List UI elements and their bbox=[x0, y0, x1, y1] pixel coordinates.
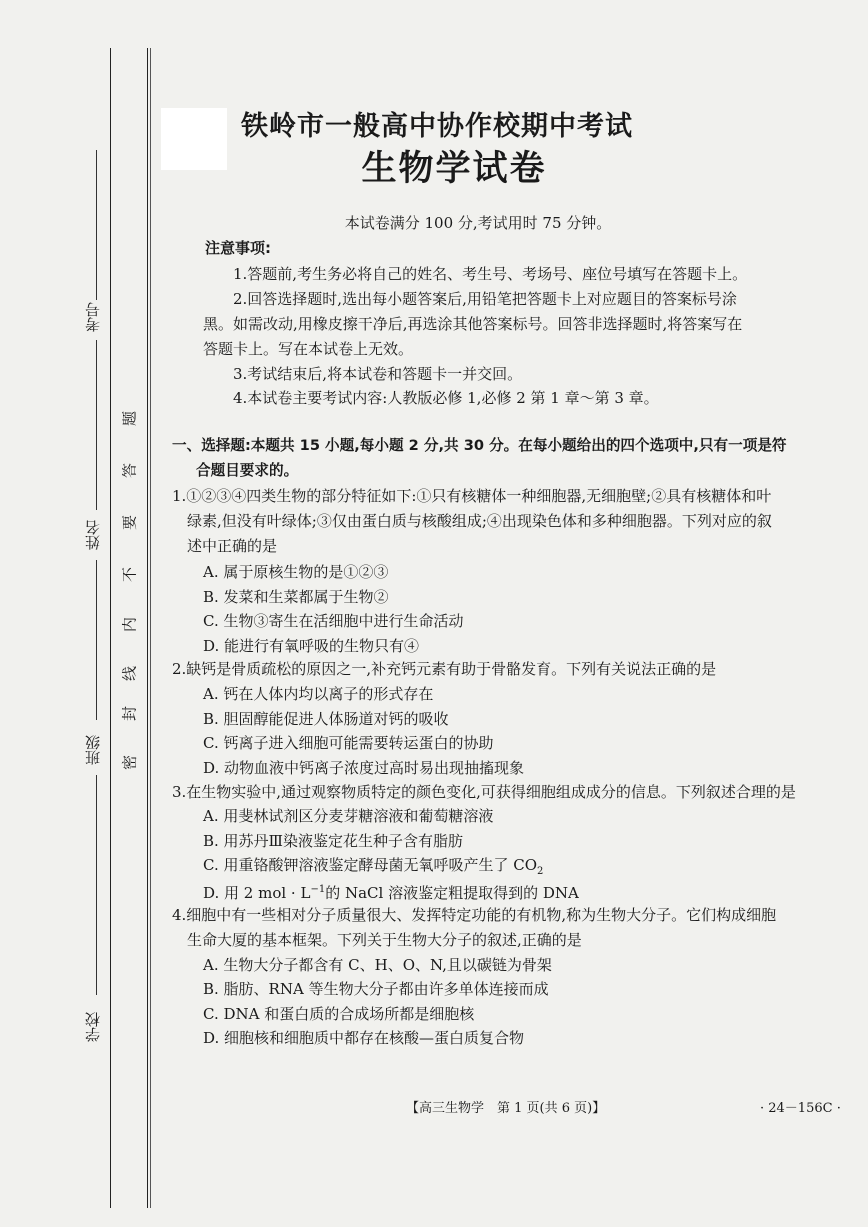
seal-char-4: 内 bbox=[120, 617, 139, 633]
notice-heading: 注意事项: bbox=[205, 239, 271, 257]
question-1-option-d[interactable]: D. 能进行有氧呼吸的生物只有④ bbox=[203, 637, 420, 655]
question-1-stem: 1.①②③④四类生物的部分特征如下:①只有核糖体一种细胞器,无细胞壁;②具有核糖体和叶 bbox=[172, 487, 772, 505]
question-3-option-c-formula: $CO_2$ bbox=[513, 856, 544, 877]
school-label: 学校 bbox=[84, 1012, 102, 1042]
notice-item-3: 3.考试结束后,将本试卷和答题卡一并交回。 bbox=[233, 365, 523, 383]
class-underline bbox=[96, 775, 97, 995]
section-heading-cont: 合题目要求的。 bbox=[196, 462, 299, 479]
name-label: 姓名 bbox=[84, 520, 102, 550]
seal-char-3: 线 bbox=[120, 666, 139, 682]
notice-item-1: 1.答题前,考生务必将自己的姓名、考生号、考场号、座位号填写在答题卡上。 bbox=[233, 265, 748, 283]
question-1-option-b[interactable]: B. 发菜和生菜都属于生物② bbox=[203, 588, 389, 606]
seal-char-1: 密 bbox=[120, 755, 139, 771]
section-heading: 一、选择题:本题共 15 小题,每小题 2 分,共 30 分。在每小题给出的四个选项中,只有一项是符 bbox=[172, 437, 787, 454]
seal-char-2: 封 bbox=[120, 706, 139, 722]
seal-char-5: 不 bbox=[120, 567, 139, 583]
question-4-option-d[interactable]: D. 细胞核和细胞质中都存在核酸—蛋白质复合物 bbox=[203, 1029, 525, 1047]
question-2-option-b[interactable]: B. 胆固醇能促进人体肠道对钙的吸收 bbox=[203, 710, 449, 728]
exam-number-underline-2 bbox=[96, 340, 97, 510]
question-3-option-a[interactable]: A. 用斐林试剂区分麦芽糖溶液和葡萄糖溶液 bbox=[203, 807, 494, 825]
seal-char-6: 要 bbox=[120, 515, 139, 531]
question-3-option-c[interactable] bbox=[203, 855, 543, 882]
question-2-option-c[interactable]: C. 钙离子进入细胞可能需要转运蛋白的协助 bbox=[203, 734, 494, 752]
question-1-option-a[interactable]: A. 属于原核生物的是①②③ bbox=[203, 563, 389, 581]
co2-subscript: 2 bbox=[537, 866, 544, 877]
question-4-option-b[interactable]: B. 脂肪、RNA 等生物大分子都由许多单体连接而成 bbox=[203, 980, 549, 998]
question-3-option-d-text1: D. 用 2 mol · L bbox=[203, 884, 311, 902]
question-3-option-c-text: C. 用重铬酸钾溶液鉴定酵母菌无氧呼吸产生了 bbox=[203, 856, 514, 874]
name-underline bbox=[96, 560, 97, 720]
question-2-option-d[interactable]: D. 动物血液中钙离子浓度过高时易出现抽搐现象 bbox=[203, 759, 525, 777]
question-4-option-c[interactable]: C. DNA 和蛋白质的合成场所都是细胞核 bbox=[203, 1005, 475, 1023]
exam-subject-title: 生物学试卷 bbox=[361, 149, 547, 189]
notice-item-2-cont2: 答题卡上。写在本试卷上无效。 bbox=[203, 340, 414, 358]
question-3-option-d-text2: 的 NaCl 溶液鉴定粗提取得到的 DNA bbox=[325, 884, 579, 902]
page-footer: 【高三生物学 第 1 页(共 6 页)】 bbox=[406, 1101, 606, 1116]
question-4-stem-cont: 生命大厦的基本框架。下列关于生物大分子的叙述,正确的是 bbox=[187, 931, 582, 949]
unit-superscript: −1 bbox=[310, 884, 326, 895]
seal-char-8: 题 bbox=[120, 411, 139, 427]
question-1-stem-cont: 绿素,但没有叶绿体;③仅由蛋白质与核酸组成;④出现染色体和多种细胞器。下列对应的叙 bbox=[187, 512, 772, 530]
notice-item-4: 4.本试卷主要考试内容:人教版必修 1,必修 2 第 1 章～第 3 章。 bbox=[233, 389, 659, 407]
question-3-option-d[interactable] bbox=[203, 880, 579, 903]
notice-item-2: 2.回答选择题时,选出每小题答案后,用铅笔把答题卡上对应题目的答案标号涂 bbox=[233, 290, 737, 308]
question-1-stem-cont2: 述中正确的是 bbox=[187, 537, 278, 555]
question-4-option-a[interactable]: A. 生物大分子都含有 C、H、O、N,且以碳链为骨架 bbox=[203, 956, 552, 974]
question-2-stem: 2.缺钙是骨质疏松的原因之一,补充钙元素有助于骨骼发育。下列有关说法正确的是 bbox=[172, 660, 717, 678]
exam-number-label: 考号 bbox=[84, 302, 102, 332]
exam-title: 铁岭市一般高中协作校期中考试 bbox=[241, 111, 633, 142]
notice-item-2-cont: 黑。如需改动,用橡皮擦干净后,再选涂其他答案标号。回答非选择题时,将答案写在 bbox=[203, 315, 743, 333]
exam-code: · 24－156C · bbox=[760, 1101, 841, 1116]
class-label: 班级 bbox=[84, 735, 102, 765]
question-3-option-b[interactable]: B. 用苏丹Ⅲ染液鉴定花生种子含有脂肪 bbox=[203, 832, 464, 850]
question-2-option-a[interactable]: A. 钙在人体内均以离子的形式存在 bbox=[203, 685, 434, 703]
question-1-option-c[interactable]: C. 生物③寄生在活细胞中进行生命活动 bbox=[203, 612, 464, 630]
question-4-stem: 4.细胞中有一些相对分子质量很大、发挥特定功能的有机物,称为生物大分子。它们构成细胞 bbox=[172, 906, 777, 924]
exam-info: 本试卷满分 100 分,考试用时 75 分钟。 bbox=[344, 214, 612, 232]
seal-char-7: 答 bbox=[120, 463, 139, 479]
question-3-stem: 3.在生物实验中,通过观察物质特定的颜色变化,可获得细胞组成成分的信息。下列叙述合理的是 bbox=[172, 783, 796, 801]
